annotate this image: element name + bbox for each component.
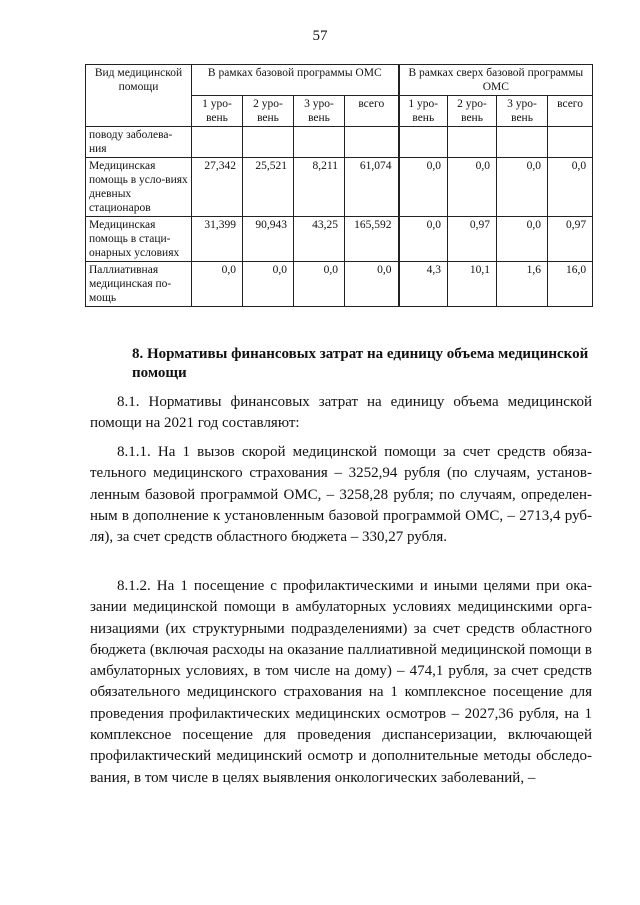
- subheader-cell: всего: [345, 96, 399, 127]
- paragraph-text: 8.1.2. На 1 посещение с профилактическими и иными целями при ока-зании медицинской помощи в амбулаторных условиях медицинскими орга-низациями (их структурными подразделениями) за счет средств областного бюджета (включая расходы на оказание паллиативной медицинской помощи в амбулаторных условиях, в том числе на дому) – 474,1 рубля, за счет средств обязательного медицинского страхования на 1 комплексное посещение для проведения профилактических медицинских осмотров – 2027,36 рубля, на 1 комплексное посещение для проведения диспансеризации, включающей профилактический медицинский осмотр и дополнительные методы обследо-вания, в том числе в целях выявления онкологических заболеваний, –: [90, 578, 592, 786]
- table-cell: 0,0: [399, 217, 448, 262]
- table-cell: 0,0: [399, 158, 448, 217]
- norms-table: [85, 64, 593, 307]
- paragraph-8-1-1: [90, 442, 592, 548]
- table-cell: 31,399: [192, 217, 243, 262]
- table-cell: 0,0: [548, 158, 593, 217]
- table-cell: 4,3: [399, 262, 448, 307]
- page-number: 57: [312, 28, 328, 44]
- row-name: поводу заболева-ния: [86, 127, 192, 158]
- table-cell: 10,1: [448, 262, 497, 307]
- paragraph-text: 8.1. Нормативы финансовых затрат на единицу объема медицинской помощи на 2021 год составляют:: [90, 394, 592, 432]
- header-group-base: В рамках базовой программы ОМС: [192, 65, 399, 96]
- table-cell: 27,342: [192, 158, 243, 217]
- table-cell: 8,211: [294, 158, 345, 217]
- subheader-cell: 1 уро-вень: [192, 96, 243, 127]
- table-cell: 0,0: [243, 262, 294, 307]
- table-cell: 43,25: [294, 217, 345, 262]
- row-name: Медицинская помощь в стаци-онарных условиях: [86, 217, 192, 262]
- table-cell: 0,0: [497, 158, 548, 217]
- table-cell: [243, 127, 294, 158]
- table-row: [86, 262, 593, 307]
- table-row: [86, 217, 593, 262]
- table-cell: 0,0: [497, 217, 548, 262]
- table-cell: [448, 127, 497, 158]
- subheader-cell: 3 уро-вень: [497, 96, 548, 127]
- paragraph-8-1-2: [90, 576, 592, 789]
- table-cell: 0,0: [448, 158, 497, 217]
- subheader-cell: 3 уро-вень: [294, 96, 345, 127]
- header-type: Вид медицинской помощи: [86, 65, 192, 127]
- table-cell: 0,0: [294, 262, 345, 307]
- table-cell: [548, 127, 593, 158]
- table-header-row: [86, 65, 593, 96]
- table-cell: [192, 127, 243, 158]
- header-group-above: В рамках сверх базовой программы ОМС: [399, 65, 593, 96]
- table-cell: [399, 127, 448, 158]
- table-cell: 1,6: [497, 262, 548, 307]
- paragraph-text: 8.1.1. На 1 вызов скорой медицинской помощи за счет средств обяза-тельного медицинского страхования – 3252,94 рубля (по случаям, установ-ленным базовой программой ОМС, – 3258,28 рубля; по случаям, определен-ным в дополнение к установленным базовой программой ОМС, – 2713,4 руб-ля), за счет средств областного бюджета – 330,27 рубля.: [90, 444, 592, 546]
- table-row: [86, 158, 593, 217]
- table-cell: 61,074: [345, 158, 399, 217]
- table-row: [86, 127, 593, 158]
- table-cell: 0,0: [345, 262, 399, 307]
- table-cell: 25,521: [243, 158, 294, 217]
- subheader-cell: 2 уро-вень: [243, 96, 294, 127]
- subheader-cell: 2 уро-вень: [448, 96, 497, 127]
- paragraph-8-1: [90, 392, 592, 435]
- subheader-cell: 1 уро-вень: [399, 96, 448, 127]
- table-cell: [497, 127, 548, 158]
- table-cell: 165,592: [345, 217, 399, 262]
- subheader-cell: всего: [548, 96, 593, 127]
- row-name: Медицинская помощь в усло-виях дневных стационаров: [86, 158, 192, 217]
- table-cell: 16,0: [548, 262, 593, 307]
- table-cell: [294, 127, 345, 158]
- row-name: Паллиативная медицинская по-мощь: [86, 262, 192, 307]
- section-heading: 8. Нормативы финансовых затрат на единицу объема медицинской помощи: [132, 346, 589, 381]
- table-cell: 0,0: [192, 262, 243, 307]
- table-cell: [345, 127, 399, 158]
- table-cell: 0,97: [448, 217, 497, 262]
- table-cell: 90,943: [243, 217, 294, 262]
- table-cell: 0,97: [548, 217, 593, 262]
